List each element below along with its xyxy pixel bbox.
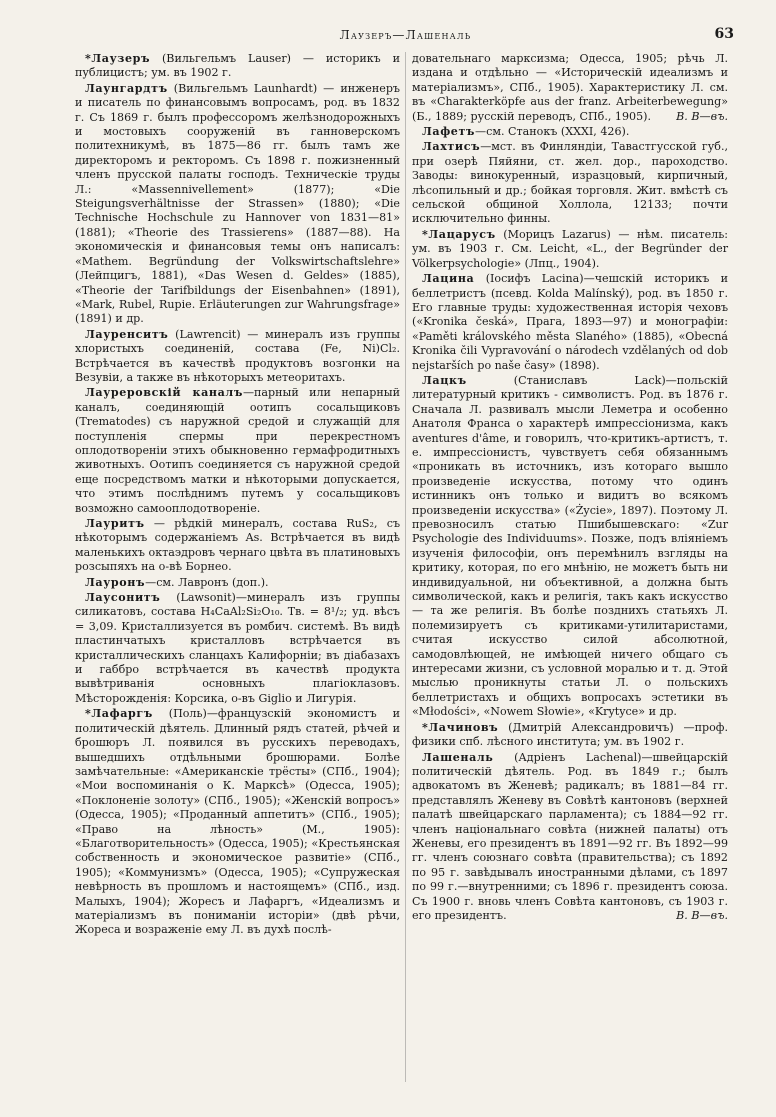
entry-headword: Лаусонитъ [85, 591, 161, 605]
dictionary-entry [75, 517, 400, 575]
entry-text: (Дмитрій Александровичъ) —проф. физики спб. лѣсного института; ум. въ 1902 г. [412, 720, 728, 749]
entry-headword: Лауренситъ [85, 327, 169, 341]
entry-headword: Лахтисъ [422, 140, 481, 154]
column-divider [405, 52, 406, 1082]
entry-text: (Станиславъ Lack)—польскій литературный критикъ - символистъ. Род. въ 1876 г. Сначала Л. развивалъ мысли Леметра и особенно Анатоля Франса о характерѣ импрессіонизма, какъ aventures d'âme, и говорилъ, что-критикъ-артистъ, т. е. импрессіонистъ, чувствуетъ себя обязаннымъ «проникать въ источникъ, изъ котораго вышло произведеніе искусства, потому что одинъ истинникъ онъ только и видитъ во всякомъ произведеніи искусства» («Życie», 1897). Поэтому Л. превозносилъ статью Пшибышевскаго: «Zur Psychologie des Individuums». Позже, подъ вліяніемъ изученія философіи, онъ перемѣнилъ взгляды на критику, которая, по его мнѣнію, не можетъ быть ни индивидуальной, ни объективной, а должна быть символической, какъ и религія, такъ какъ искусство — та же религія. Въ болѣе позднихъ статьяхъ Л. полемизируетъ съ критиками-утилитаристами, считая искусство силой абсолютной, самодовлѣющей, не имѣющей ничего общаго съ интересами жизни, съ условной моралью и т. д. Этой мыслью проникнуты статьи Л. о польскихъ беллетристахъ и общихъ вопросахъ эстетики въ «Młodości», «Nowem Słowie», «Krytyce» и др. [412, 373, 728, 719]
entry-text: —см. Лавронъ (доп.). [145, 575, 269, 589]
entry-headword: Лафетъ [422, 125, 476, 139]
dictionary-entry [412, 125, 728, 139]
entry-headword: *Лаузеръ [85, 52, 151, 65]
dictionary-entry [412, 228, 728, 271]
text-columns [75, 52, 736, 939]
running-head: Лаузеръ—Лашеналь [339, 28, 472, 42]
entry-text: (Lawsonit)—минералъ изъ группы силикатовъ, состава H₄CaAl₂Si₂O₁₀. Тв. = 8¹/₂; уд. вѣсъ = 3,09. Кристаллизуется въ ромбич. системѣ. Въ видѣ пластинчатыхъ кристалловъ встрѣчается въ кристаллическихъ сланцахъ Калифорніи; въ діабазахъ и габбро встрѣчается въ качествѣ продукта вывѣтриванія основныхъ плагіоклазовъ. Мѣсторожденія: Корсика, о-въ Giglio и Лигурія. [75, 591, 400, 705]
entry-headword: Лаунгардтъ [85, 81, 168, 95]
right-column [412, 52, 728, 939]
entry-text: —парный или непарный каналъ, соединяющій оотипъ сосальщиковъ (Trematodes) съ наружной средой и служащій для поступленія спермы при перекрестномъ оплодотвореніи этихъ обыкновенно гермафродитныхъ животныхъ. Оотипъ соединяется съ наружной средой еще посредствомъ матки и нѣкоторыми допускается, что этимъ послѣднимъ путемъ у сосальщиковъ возможно самооплодотвореніе. [75, 386, 400, 515]
entry-headword: Лацина [422, 272, 475, 286]
entry-text: довательнаго марксизма; Одесса, 1905; рѣчь Л. издана и отдѣльно — «Историческій идеализмъ и матеріализмъ», СПб., 1905). Характеристику Л. см. въ «Charakterköpfe aus der franz. Arbeiterbewegung» (Б., 1889; русскій переводъ, СПб., 1905). [412, 52, 728, 123]
entry-headword: Лауронъ [85, 575, 146, 589]
dictionary-entry [75, 576, 400, 590]
dictionary-entry [75, 82, 400, 327]
entry-text: —см. Станокъ (XXXI, 426). [475, 125, 630, 139]
entry-text: (Адріенъ Lachenal)—швейцарскій политическій дѣятель. Род. въ 1849 г.; былъ адвокатомъ въ Женевѣ; радикалъ; въ 1881—84 гг. представлялъ Женеву въ Совѣтѣ кантоновъ (верхней палатѣ швейцарскаго парламента); съ 1884—92 гг. членъ національнаго совѣта (нижней палаты) отъ Женевы, его президентъ въ 1891—92 гг. Въ 1892—99 гг. членъ союзнаго совѣта (правительства); съ 1892 по 95 г. завѣдывалъ иностранными дѣлами, съ 1897 по 99 г.—внутренними; съ 1896 г. президентъ союза. Съ 1900 г. вновь членъ Совѣта кантоновъ, съ 1903 г. его президентъ. [412, 750, 728, 922]
dictionary-entry [75, 386, 400, 516]
dictionary-entry [75, 328, 400, 386]
entry-signature: В. В—въ. [676, 908, 728, 922]
entry-text: (Вильгельмъ Lauser) — историкъ и публицистъ; ум. въ 1902 г. [75, 52, 400, 80]
entry-text: (Іосифъ Lacina)—чешскій историкъ и беллетристъ (псевд. Kolda Malínský), род. въ 1850 г. Его главные труды: художественная исторія чеховъ («Kronika česká», Прага, 1893—97) и монографіи: «Paměti královského města Slaného» (1885), «Obecná Kronika čili Vypravování o národech vzdělaných od dob nejstarších po naše časy» (1898). [412, 272, 728, 372]
entry-headword: Лацкъ [422, 373, 467, 387]
entry-headword: Лауритъ [85, 517, 145, 530]
left-column [75, 52, 400, 939]
dictionary-entry [412, 272, 728, 373]
dictionary-entry [75, 591, 400, 706]
entry-text: (Поль)—французскій экономистъ и политическій дѣятель. Длинный рядъ статей, рѣчей и брошюръ Л. появился въ русскихъ переводахъ, вышедшихъ отдѣльными брошюрами. Болѣе замѣчательные: «Американскіе трёсты» (СПб., 1904); «Мои воспоминанія о К. Марксѣ» (Одесса, 1905); «Поклоненіе золоту» (СПб., 1905); «Женскій вопросъ» (Одесса, 1905); «Проданный аппетитъ» (СПб., 1905); «Право на лѣность» (М., 1905): «Благотворительность» (Одесса, 1905); «Крестьянская собственность и экономическое развитіе» (СПб., 1905); «Коммунизмъ» (Одесса, 1905); «Супружеская невѣрность въ прошломъ и настоящемъ» (СПб., изд. Малыхъ, 1904); Жоресъ и Лафаргъ, «Идеализмъ и матеріализмъ въ пониманіи исторіи» (двѣ рѣчи, Жореса и возраженіе ему Л. въ духѣ послѣ- [75, 707, 400, 937]
dictionary-entry [412, 140, 728, 226]
entry-headword: Лашеналь [422, 750, 494, 764]
dictionary-entry [75, 52, 400, 81]
page-header [75, 24, 736, 52]
entry-headword: *Лафаргъ [85, 707, 153, 721]
entry-text: (Вильгельмъ Launhardt) — инженеръ и писатель по финансовымъ вопросамъ, род. въ 1832 г. Съ 1869 г. былъ профессоромъ желѣзнодорожныхъ и мостовыхъ сооруженій въ ганноверскомъ политехникумѣ, въ 1875—86 гг. былъ тамъ же директоромъ и ректоромъ. Съ 1898 г. пожизненный членъ прусской палаты господъ. Техническіе труды Л.: «Massennivellement» (1877); «Die Steigungsverhältnisse der Strassen» (1880); «Die Technische Hochschule zu Hannover von 1831—81» (1881); «Theorie des Trassierens» (1887—88). На экономическія и финансовыя темы онъ написалъ: «Mathem. Begründung der Volkswirtschaftslehre» (Лейпцигъ, 1881), «Das Wesen d. Geldes» (1885), «Theorie der Tarifbildungs der Eisenbahnen» (1891), «Mark, Rubel, Rupie. Erläuterungen zur Wahrungsfrage» (1891) и др. [75, 81, 400, 326]
entry-headword: Лауреровскій каналъ [85, 386, 243, 400]
entry-text: —мст. въ Финляндіи, Тавастгусской губ., при озерѣ Пяйяни, ст. жел. дор., пароходство. Заводы: винокуренный, изразцовый, кирпичный, лѣсопильный и др.; бойкая торговля. Жит. вмѣстѣ съ сельской общиной Холлола, 12133; почти исключительно финны. [412, 140, 728, 226]
entry-text: — рѣдкій минералъ, состава RuS₂, съ нѣкоторымъ содержаніемъ As. Встрѣчается въ видѣ маленькихъ октаэдровъ чернаго цвѣта въ платиновыхъ розсыпяхъ на о-вѣ Борнео. [75, 517, 400, 574]
dictionary-entry [412, 751, 728, 924]
dictionary-entry [412, 52, 728, 124]
dictionary-entry [412, 721, 728, 750]
dictionary-entry [75, 707, 400, 938]
entry-text: (Lawrencit) — минералъ изъ группы хлористыхъ соединеній, состава (Fe, Ni)Cl₂. Встрѣчается въ качествѣ продуктовъ возгонки на Везувіи, а также въ нѣкоторыхъ метеоритахъ. [75, 327, 400, 384]
entry-signature: В. В—въ. [676, 109, 728, 123]
entry-headword: *Лацарусъ [422, 227, 496, 241]
page-number: 63 [714, 26, 734, 42]
dictionary-entry [412, 374, 728, 720]
entry-headword: *Лачиновъ [422, 720, 499, 734]
entry-text: (Морицъ Lazarus) — нѣм. писатель: ум. въ 1903 г. См. Leicht, «L., der Begründer der Völkerpsychologie» (Лпц., 1904). [412, 227, 728, 270]
